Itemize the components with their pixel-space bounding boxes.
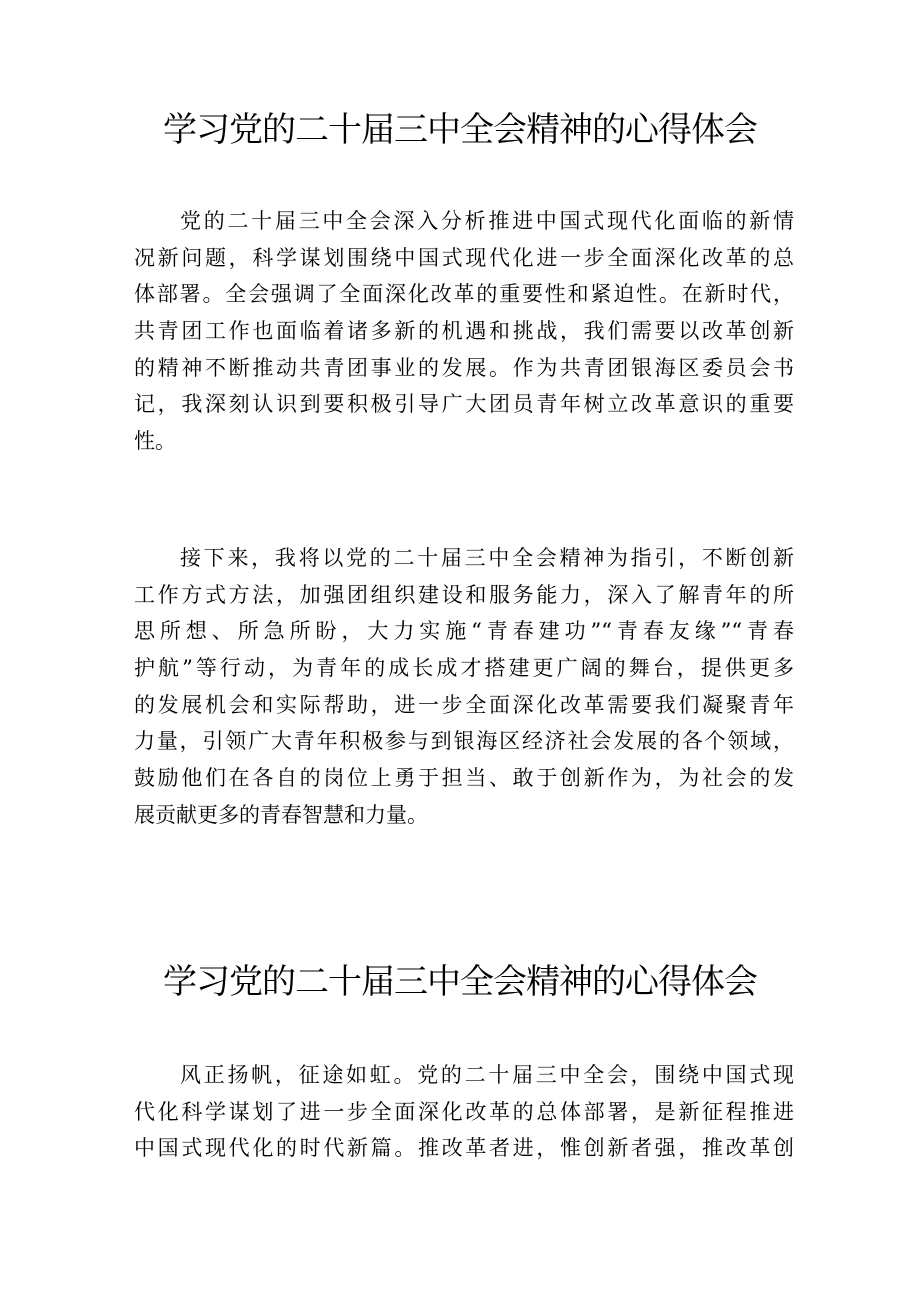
text-line: 思所想、所急所盼，大力实施“青春建功”“青春友缘”“青春: [134, 619, 794, 644]
text-line: 性。: [134, 429, 176, 454]
text-line: 展贡献更多的青春智慧和力量。: [134, 802, 428, 827]
section-2-paragraph-1: [134, 1057, 794, 1167]
text-line: 党的二十届三中全会深入分析推进中国式现代化面临的新情: [180, 209, 794, 233]
text-line: 况新问题，科学谋划围绕中国式现代化进一步全面深化改革的总: [134, 245, 794, 270]
text-line: 力量，引领广大青年积极参与到银海区经济社会发展的各个领域，: [134, 729, 794, 754]
text-line: 体部署。全会强调了全面深化改革的重要性和紧迫性。在新时代，: [134, 282, 794, 307]
section-1-paragraph-1: [134, 203, 794, 460]
text-line: 的发展机会和实际帮助，进一步全面深化改革需要我们凝聚青年: [134, 692, 794, 717]
text-line: 工作方式方法，加强团组织建设和服务能力，深入了解青年的所: [134, 582, 794, 607]
text-line: 共青团工作也面临着诸多新的机遇和挑战，我们需要以改革创新: [134, 319, 794, 344]
section-1-paragraph-2: [134, 540, 794, 834]
section-1-title: 学习党的二十届三中全会精神的心得体会: [163, 110, 757, 150]
text-line: 风正扬帆，征途如虹。党的二十届三中全会，围绕中国式现: [180, 1063, 794, 1087]
section-2-title: 学习党的二十届三中全会精神的心得体会: [163, 962, 757, 1002]
text-line: 的精神不断推动共青团事业的发展。作为共青团银海区委员会书: [134, 355, 794, 380]
text-line: 中国式现代化的时代新篇。推改革者进，惟创新者强，推改革创: [134, 1136, 794, 1161]
text-line: 护航”等行动，为青年的成长成才搭建更广阔的舞台，提供更多: [134, 656, 794, 681]
text-line: 鼓励他们在各自的岗位上勇于担当、敢于创新作为，为社会的发: [134, 766, 794, 791]
text-line: 接下来，我将以党的二十届三中全会精神为指引，不断创新: [180, 546, 794, 570]
text-line: 代化科学谋划了进一步全面深化改革的总体部署，是新征程推进: [134, 1099, 794, 1124]
text-line: 记，我深刻认识到要积极引导广大团员青年树立改革意识的重要: [134, 392, 794, 417]
